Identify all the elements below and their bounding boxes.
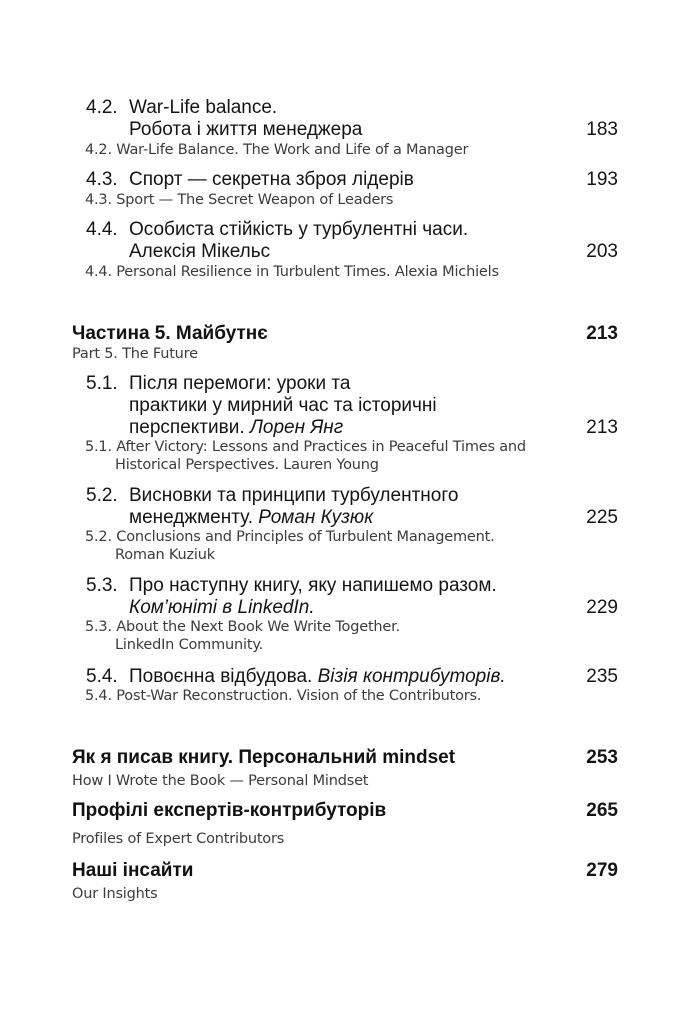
part-title: Частина 5. Майбутнє xyxy=(72,323,268,344)
entry-author: Роман Кузюк xyxy=(258,507,374,528)
entry-subtitle: Roman Kuziuk xyxy=(115,547,215,563)
entry-number: 5.4. xyxy=(86,666,118,687)
entry-title: Як я писав книгу. Персональний mindset xyxy=(72,747,456,768)
entry-subtitle: Historical Perspectives. Lauren Young xyxy=(115,457,379,473)
entry-title-line: Про наступну книгу, яку напишемо разом. xyxy=(129,575,497,596)
entry-subtitle: 5.1. After Victory: Lessons and Practices in Peaceful Times and xyxy=(85,439,526,455)
entry-title-line: Спорт — секретна зброя лідерів xyxy=(129,169,414,190)
entry-title-text: перспективи. xyxy=(129,417,245,438)
entry-page-number: 235 xyxy=(586,666,618,687)
part-page-number: 213 xyxy=(586,323,618,344)
entry-page-number: 253 xyxy=(586,747,618,768)
entry-page-number: 225 xyxy=(586,507,618,528)
entry-number: 5.3. xyxy=(86,575,118,596)
entry-title-line: Алексія Мікельс xyxy=(129,241,271,262)
entry-subtitle: 5.4. Post-War Reconstruction. Vision of the Contributors. xyxy=(85,688,482,704)
entry-title-line xyxy=(129,417,343,439)
entry-subtitle: 5.3. About the Next Book We Write Together. xyxy=(85,619,400,635)
entry-page-number: 203 xyxy=(586,241,618,262)
entry-subtitle: 5.2. Conclusions and Principles of Turbulent Management. xyxy=(85,529,495,545)
entry-number: 5.2. xyxy=(86,485,118,506)
entry-title: Наші інсайти xyxy=(72,860,194,881)
entry-number: 4.2. xyxy=(86,97,118,118)
entry-title-text: Повоєнна відбудова. xyxy=(129,666,313,687)
entry-title-line: Після перемоги: уроки та xyxy=(129,373,351,394)
entry-title-line: War-Life balance. xyxy=(129,97,278,118)
entry-number: 5.1. xyxy=(86,373,118,394)
entry-page-number: 265 xyxy=(586,800,618,821)
entry-title-text: менеджменту. xyxy=(129,507,253,528)
entry-title-line xyxy=(129,597,315,619)
entry-page-number: 183 xyxy=(586,119,618,140)
entry-title-line: практики у мирний час та історичні xyxy=(129,395,437,416)
entry-title-line: Робота і життя менеджера xyxy=(129,119,363,140)
entry-title-line xyxy=(129,666,506,688)
entry-author: Ком’юніті в LinkedIn. xyxy=(129,597,315,618)
entry-author: Візія контрибуторів. xyxy=(317,666,506,687)
entry-subtitle: LinkedIn Community. xyxy=(115,637,264,653)
entry-page-number: 229 xyxy=(586,597,618,618)
entry-number: 4.3. xyxy=(86,169,118,190)
entry-title: Профілі експертів-контрибуторів xyxy=(72,800,387,821)
entry-subtitle: Our Insights xyxy=(72,886,158,902)
entry-page-number: 279 xyxy=(586,860,618,881)
entry-subtitle: Profiles of Expert Contributors xyxy=(72,831,285,847)
entry-author: Лорен Янг xyxy=(249,417,344,438)
entry-number: 4.4. xyxy=(86,219,118,240)
entry-page-number: 213 xyxy=(586,417,618,438)
entry-page-number: 193 xyxy=(586,169,618,190)
entry-subtitle: 4.3. Sport — The Secret Weapon of Leaders xyxy=(85,192,394,208)
entry-subtitle: 4.2. War-Life Balance. The Work and Life of a Manager xyxy=(85,142,469,158)
entry-subtitle: 4.4. Personal Resilience in Turbulent Times. Alexia Michiels xyxy=(85,264,499,280)
entry-title-line xyxy=(129,507,373,529)
entry-title-line: Особиста стійкість у турбулентні часи. xyxy=(129,219,469,240)
entry-title-line: Висновки та принципи турбулентного xyxy=(129,485,459,506)
entry-subtitle: How I Wrote the Book — Personal Mindset xyxy=(72,773,369,789)
part-subtitle: Part 5. The Future xyxy=(72,346,198,362)
